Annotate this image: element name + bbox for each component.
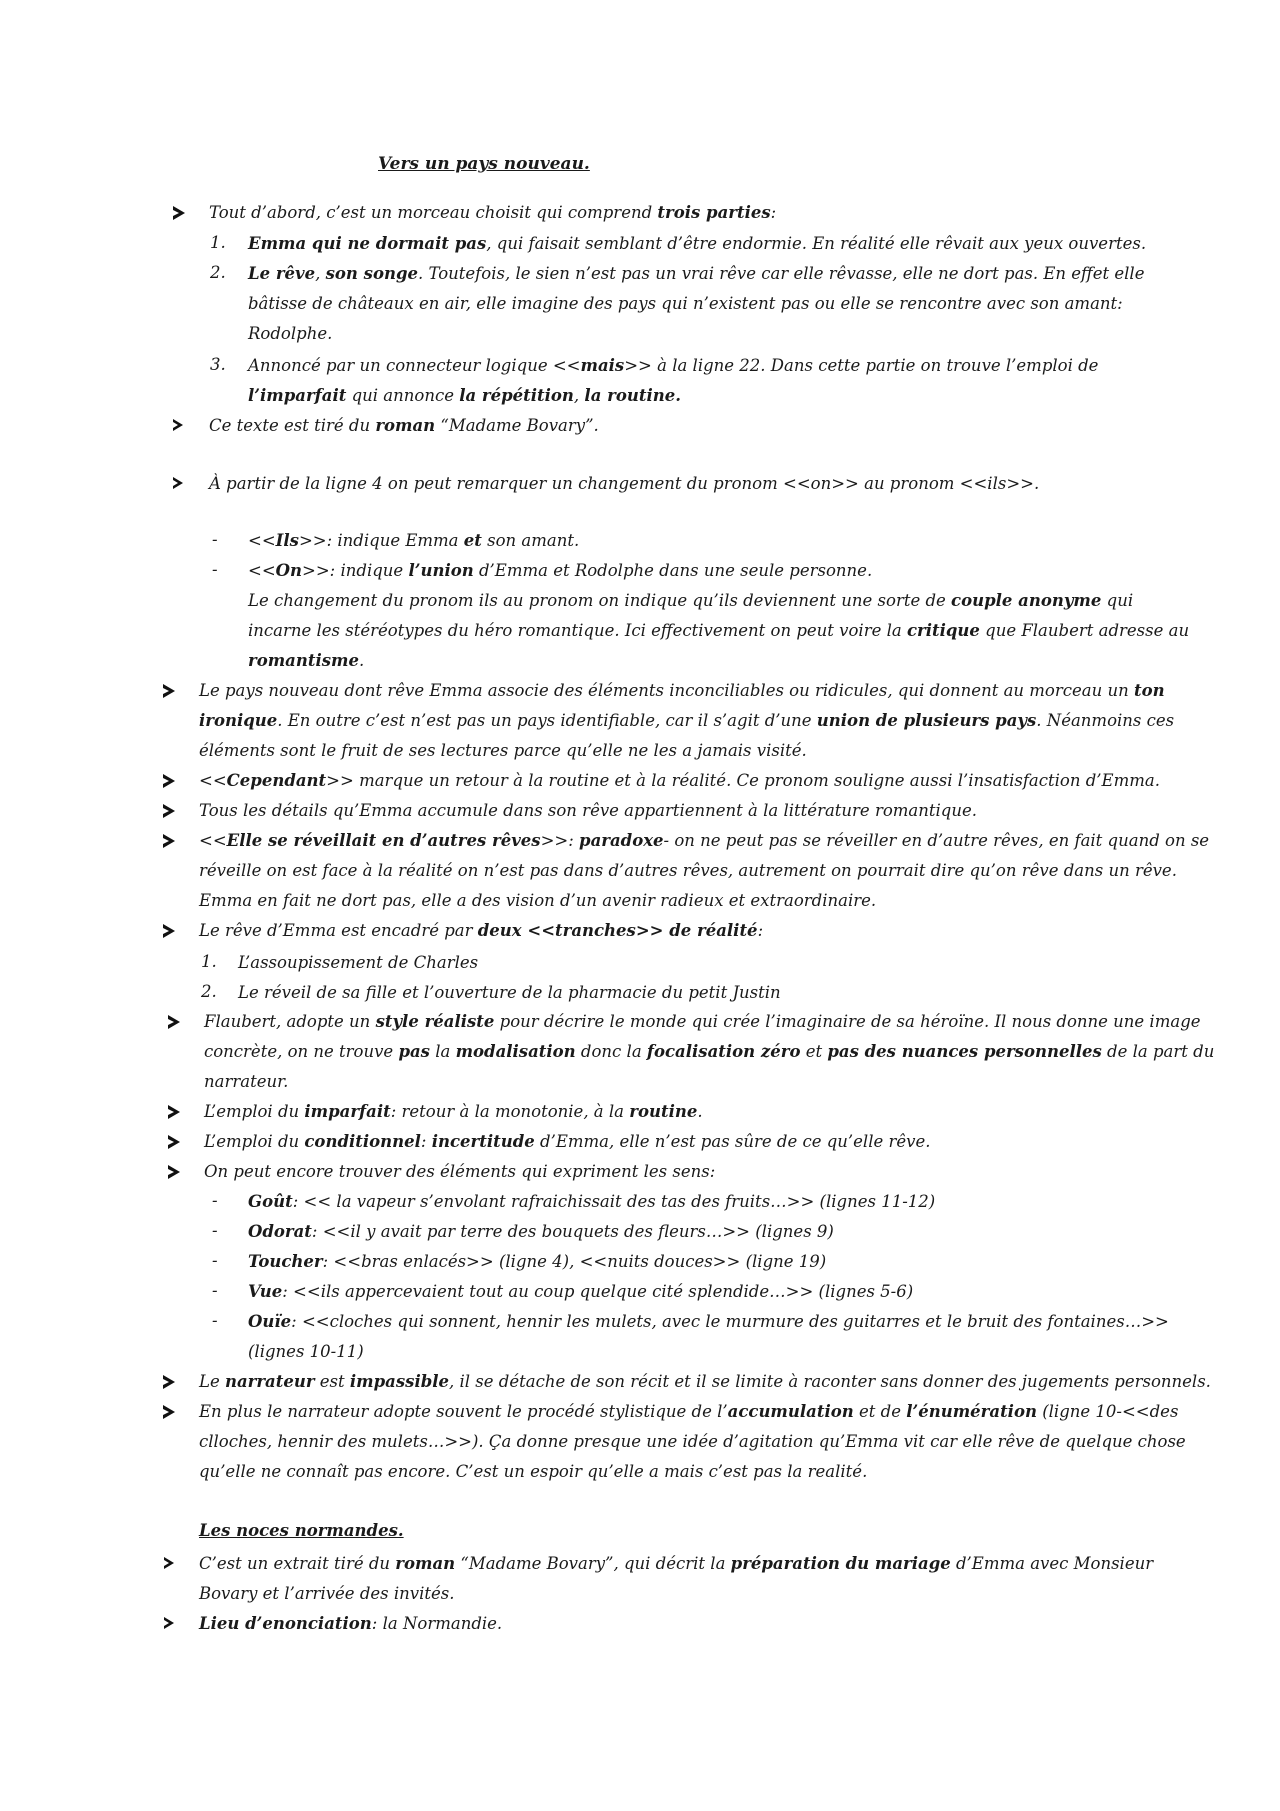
dash-item: Toucher: <<bras enlacés>> (ligne 4), <<nuits douces>> (ligne 19)	[248, 1252, 827, 1271]
dash-item: Goût: << la vapeur s’envolant rafraichissait des tas des fruits…>> (lignes 11-12)	[248, 1192, 936, 1211]
list-number: 2.	[201, 982, 217, 1001]
bullet-text: En plus le narrateur adopte souvent le procédé stylistique de l’accumulation et de l’énumération (ligne 10-<<des	[199, 1402, 1179, 1421]
bullet-text: C’est un extrait tiré du roman “Madame Bovary”, qui décrit la préparation du mariage d’Emma avec Monsieur	[199, 1554, 1154, 1573]
list-item: L’assoupissement de Charles	[238, 953, 479, 972]
bullet-text-continuation: concrète, on ne trouve pas la modalisation donc la focalisation zéro et pas des nuances personnelles de la part du	[204, 1042, 1215, 1061]
list-item: Annoncé par un connecteur logique <<mais>> à la ligne 22. Dans cette partie on trouve l’emploi de	[248, 356, 1099, 375]
list-number: 2.	[210, 263, 226, 282]
dash-marker: -	[212, 530, 218, 549]
arrow-bullet-icon	[163, 924, 175, 938]
dash-marker: -	[212, 1251, 218, 1270]
arrow-bullet-icon	[168, 1105, 180, 1119]
arrow-bullet-icon	[168, 1015, 180, 1029]
arrow-bullet-icon	[173, 206, 185, 220]
bullet-text-continuation: Bovary et l’arrivée des invités.	[199, 1584, 455, 1603]
list-item-continuation: Rodolphe.	[248, 324, 333, 343]
dash-item-continuation: Le changement du pronom ils au pronom on indique qu’ils deviennent une sorte de couple anonyme qui	[248, 591, 1134, 610]
arrow-bullet-icon	[163, 1405, 175, 1419]
bullet-text: Lieu d’enonciation: la Normandie.	[199, 1614, 503, 1633]
bullet-text-continuation: réveille on est face à la réalité on n’est pas dans d’autres rêves, autrement on pourrait dire qu’on rêve dans un rêve.	[199, 861, 1177, 880]
bullet-text: Le rêve d’Emma est encadré par deux <<tranches>> de réalité:	[199, 921, 764, 940]
bullet-text: Le narrateur est impassible, il se détache de son récit et il se limite à raconter sans donner des jugements personnels.	[199, 1372, 1211, 1391]
arrow-bullet-icon	[168, 1135, 180, 1149]
bullet-text: Ce texte est tiré du roman “Madame Bovary”.	[209, 416, 599, 435]
dash-marker: -	[212, 560, 218, 579]
dash-item-continuation: incarne les stéréotypes du héro romantique. Ici effectivement on peut voire la critique que Flaubert adresse au	[248, 621, 1190, 640]
dash-item-continuation: (lignes 10-11)	[248, 1342, 364, 1361]
arrow-bullet-icon	[164, 1617, 174, 1629]
arrow-bullet-icon	[163, 834, 175, 848]
arrow-bullet-icon	[168, 1165, 180, 1179]
arrow-bullet-icon	[163, 1375, 175, 1389]
bullet-text: On peut encore trouver des éléments qui expriment les sens:	[204, 1162, 716, 1181]
list-number: 1.	[210, 233, 226, 252]
arrow-bullet-icon	[163, 774, 175, 788]
arrow-bullet-icon	[163, 804, 175, 818]
bullet-text: <<Cependant>> marque un retour à la routine et à la réalité. Ce pronom souligne aussi l’insatisfaction d’Emma.	[199, 771, 1160, 790]
dash-item: Ouïe: <<cloches qui sonnent, hennir les mulets, avec le murmure des guitarres et le bruit des fontaines…>>	[248, 1312, 1169, 1331]
bullet-text-continuation: éléments sont le fruit de ses lectures parce qu’elle ne les a jamais visité.	[199, 741, 807, 760]
bullet-text-continuation: qu’elle ne connaît pas encore. C’est un espoir qu’elle a mais c’est pas la realité.	[199, 1462, 868, 1481]
bullet-text-continuation: ironique. En outre c’est n’est pas un pays identifiable, car il s’agit d’une union de plusieurs pays. Néanmoins ces	[199, 711, 1175, 730]
page-title: Vers un pays nouveau.	[378, 154, 590, 174]
bullet-text: <<Elle se réveillait en d’autres rêves>>: paradoxe- on ne peut pas se réveiller en d’autre rêves, en fait quand on se	[199, 831, 1210, 850]
bullet-text: L’emploi du imparfait: retour à la monotonie, à la routine.	[204, 1102, 703, 1121]
bullet-text: L’emploi du conditionnel: incertitude d’Emma, elle n’est pas sûre de ce qu’elle rêve.	[204, 1132, 931, 1151]
dash-marker: -	[212, 1221, 218, 1240]
dash-item: Odorat: <<il y avait par terre des bouquets des fleurs…>> (lignes 9)	[248, 1222, 834, 1241]
list-item-continuation: l’imparfait qui annonce la répétition, la routine.	[248, 386, 681, 405]
arrow-bullet-icon	[173, 419, 183, 431]
bullet-text: Tout d’abord, c’est un morceau choisit qui comprend trois parties:	[209, 203, 777, 222]
dash-marker: -	[212, 1191, 218, 1210]
list-number: 1.	[201, 952, 217, 971]
section-title: Les noces normandes.	[199, 1521, 404, 1540]
list-item: Emma qui ne dormait pas, qui faisait semblant d’être endormie. En réalité elle rêvait aux yeux ouvertes.	[248, 234, 1147, 253]
arrow-bullet-icon	[173, 477, 183, 489]
dash-item: Vue: <<ils appercevaient tout au coup quelque cité splendide…>> (lignes 5-6)	[248, 1282, 914, 1301]
dash-item-continuation: romantisme.	[248, 651, 365, 670]
dash-marker: -	[212, 1281, 218, 1300]
bullet-text: Tous les détails qu’Emma accumule dans son rêve appartiennent à la littérature romantique.	[199, 801, 977, 820]
bullet-text-continuation: Emma en fait ne dort pas, elle a des vision d’un avenir radieux et extraordinaire.	[199, 891, 877, 910]
list-item-continuation: bâtisse de châteaux en air, elle imagine des pays qui n’existent pas ou elle se rencontre avec son amant:	[248, 294, 1123, 313]
dash-item: <<On>>: indique l’union d’Emma et Rodolphe dans une seule personne.	[248, 561, 873, 580]
list-item: Le réveil de sa fille et l’ouverture de la pharmacie du petit Justin	[238, 983, 781, 1002]
bullet-text-continuation: clloches, hennir des mulets…>>). Ça donne presque une idée d’agitation qu’Emma vit car elle rêve de quelque chose	[199, 1432, 1186, 1451]
dash-item: <<Ils>>: indique Emma et son amant.	[248, 531, 580, 550]
list-number: 3.	[210, 355, 226, 374]
arrow-bullet-icon	[164, 1557, 174, 1569]
bullet-text-continuation: narrateur.	[204, 1072, 289, 1091]
bullet-text: Le pays nouveau dont rêve Emma associe des éléments inconciliables ou ridicules, qui donnent au morceau un ton	[199, 681, 1165, 700]
bullet-text: Flaubert, adopte un style réaliste pour décrire le monde qui crée l’imaginaire de sa héroïne. Il nous donne une image	[204, 1012, 1201, 1031]
list-item: Le rêve, son songe. Toutefois, le sien n’est pas un vrai rêve car elle rêvasse, elle ne dort pas. En effet elle	[248, 264, 1145, 283]
arrow-bullet-icon	[163, 684, 175, 698]
dash-marker: -	[212, 1311, 218, 1330]
bullet-text: À partir de la ligne 4 on peut remarquer un changement du pronom <<on>> au pronom <<ils>>.	[209, 474, 1040, 493]
